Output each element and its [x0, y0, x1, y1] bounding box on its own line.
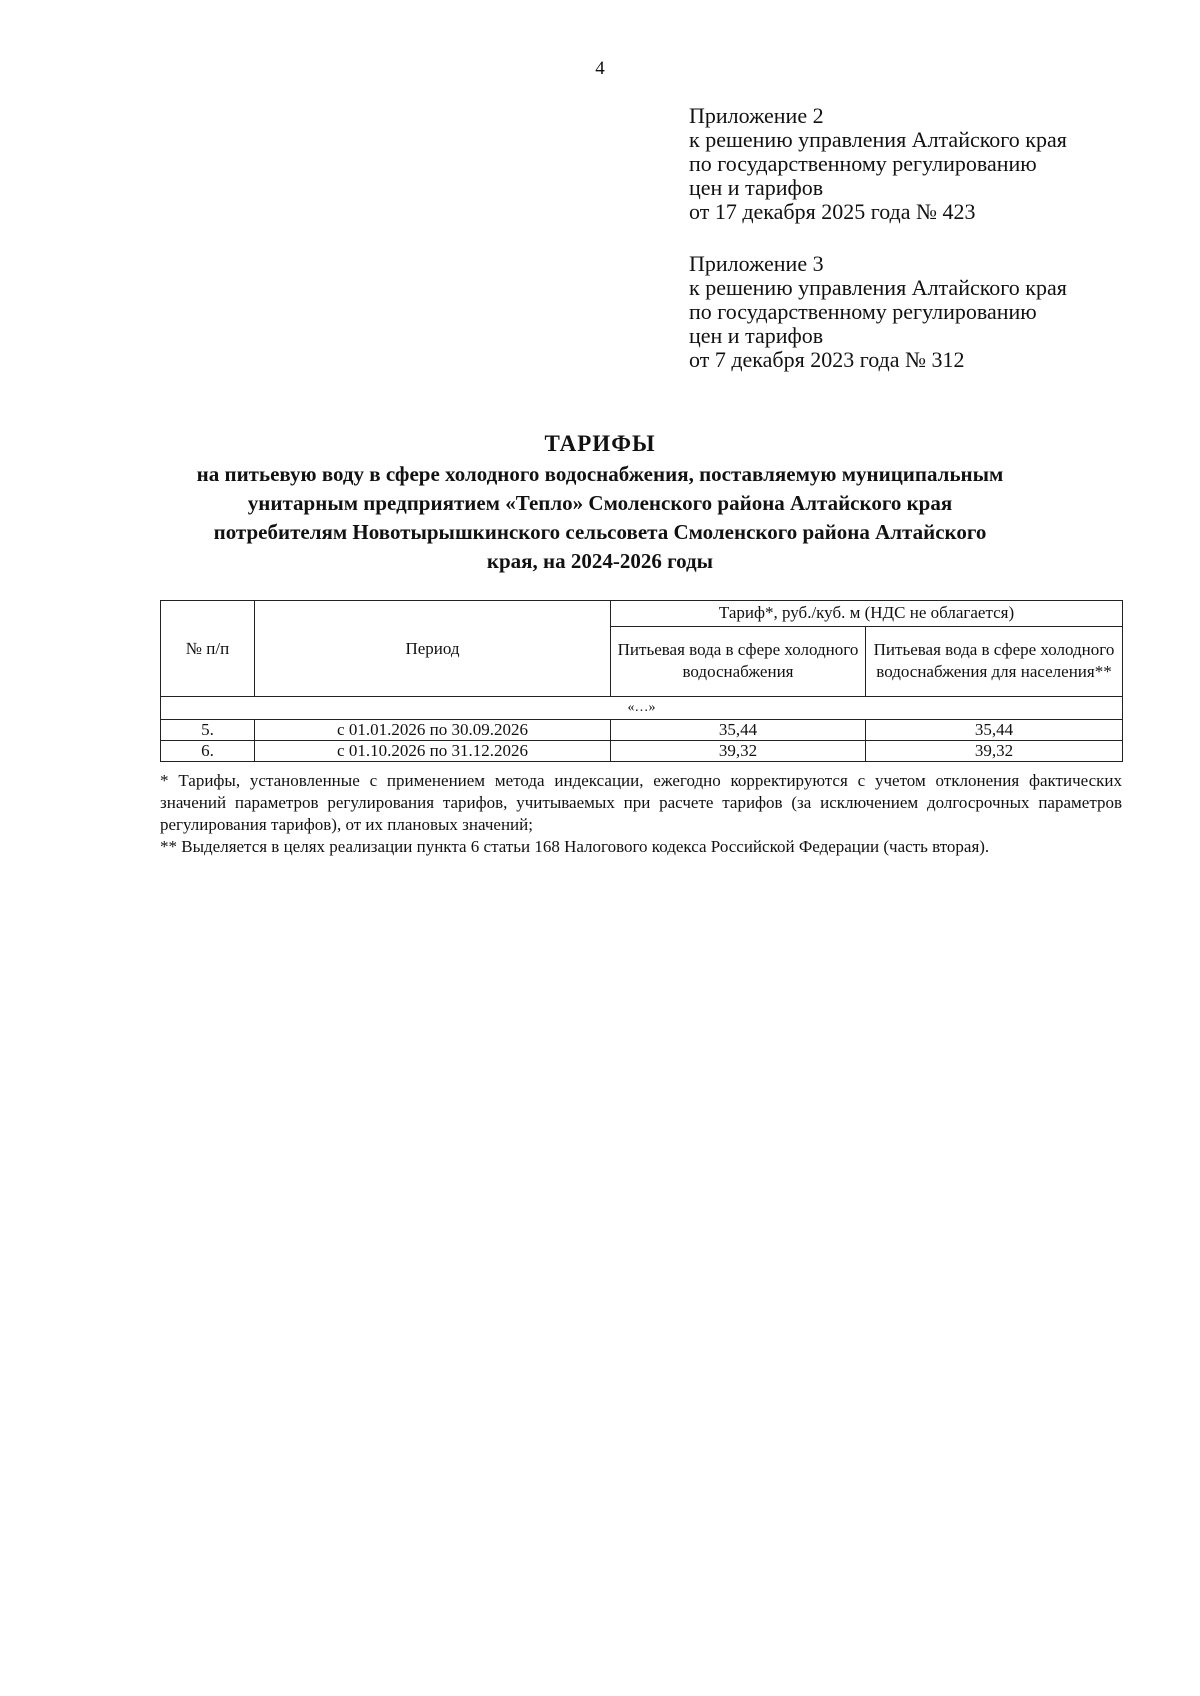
document-title: ТАРИФЫ: [544, 431, 656, 456]
subtitle-line: края, на 2024-2026 годы: [486, 549, 714, 573]
tariff-table: [160, 600, 1123, 762]
row-period: с 01.10.2026 по 31.12.2026: [255, 741, 611, 762]
footnote-2: ** Выделяется в целях реализации пункта 6 статьи 168 Налогового кодекса Российской Федерации (часть вторая).: [160, 837, 990, 856]
ellipsis-cell: «…»: [161, 697, 1123, 720]
footnotes: [160, 770, 1122, 858]
row-tariff-general: 35,44: [611, 720, 866, 741]
document-title-block: [150, 430, 1050, 576]
appendix-2-line: от 17 декабря 2025 года № 423: [689, 199, 976, 224]
appendix-3-line: по государственному регулированию: [689, 299, 1037, 324]
document-subtitle: [150, 460, 1050, 576]
row-tariff-general: 39,32: [611, 741, 866, 762]
row-tariff-population: 39,32: [866, 741, 1123, 762]
subtitle-line: унитарным предприятием «Тепло» Смоленского района Алтайского края: [247, 491, 953, 515]
row-tariff-population: 35,44: [866, 720, 1123, 741]
header-tariff-general: Питьевая вода в сфере холодного водоснабжения: [611, 626, 866, 696]
appendix-2-line: Приложение 2: [689, 103, 824, 128]
table-row: [161, 741, 1123, 762]
appendix-3-line: цен и тарифов: [689, 323, 824, 348]
header-tariff-population: Питьевая вода в сфере холодного водоснабжения для населения**: [866, 626, 1123, 696]
footnote-1: * Тарифы, установленные с применением метода индексации, ежегодно корректируются с учетом отклонения фактических значений параметров регулирования тарифов, учитываемых при расчете тарифов (за исключением долгосрочных параметров регулирования тарифов), от их плановых значений;: [160, 771, 1122, 834]
row-period: с 01.01.2026 по 30.09.2026: [255, 720, 611, 741]
subtitle-line: потребителям Новотырышкинского сельсовета Смоленского района Алтайского: [213, 520, 987, 544]
row-number: 6.: [161, 741, 255, 762]
appendix-3-line: Приложение 3: [689, 251, 824, 276]
appendix-3-line: от 7 декабря 2023 года № 312: [689, 347, 965, 372]
row-number: 5.: [161, 720, 255, 741]
header-period: Период: [255, 601, 611, 697]
appendix-3-header: [689, 252, 1169, 372]
table-row: [161, 720, 1123, 741]
table-ellipsis-row: [161, 697, 1123, 720]
appendix-3-line: к решению управления Алтайского края: [689, 275, 1067, 300]
header-tariff-group: Тариф*, руб./куб. м (НДС не облагается): [611, 601, 1123, 627]
appendix-2-line: цен и тарифов: [689, 175, 824, 200]
table-header-row: [161, 601, 1123, 627]
appendix-2-line: к решению управления Алтайского края: [689, 127, 1067, 152]
subtitle-line: на питьевую воду в сфере холодного водоснабжения, поставляемую муниципальным: [196, 462, 1004, 486]
appendix-2-line: по государственному регулированию: [689, 151, 1037, 176]
page-number: 4: [595, 58, 605, 79]
appendix-2-header: [689, 104, 1169, 224]
header-number: № п/п: [161, 601, 255, 697]
